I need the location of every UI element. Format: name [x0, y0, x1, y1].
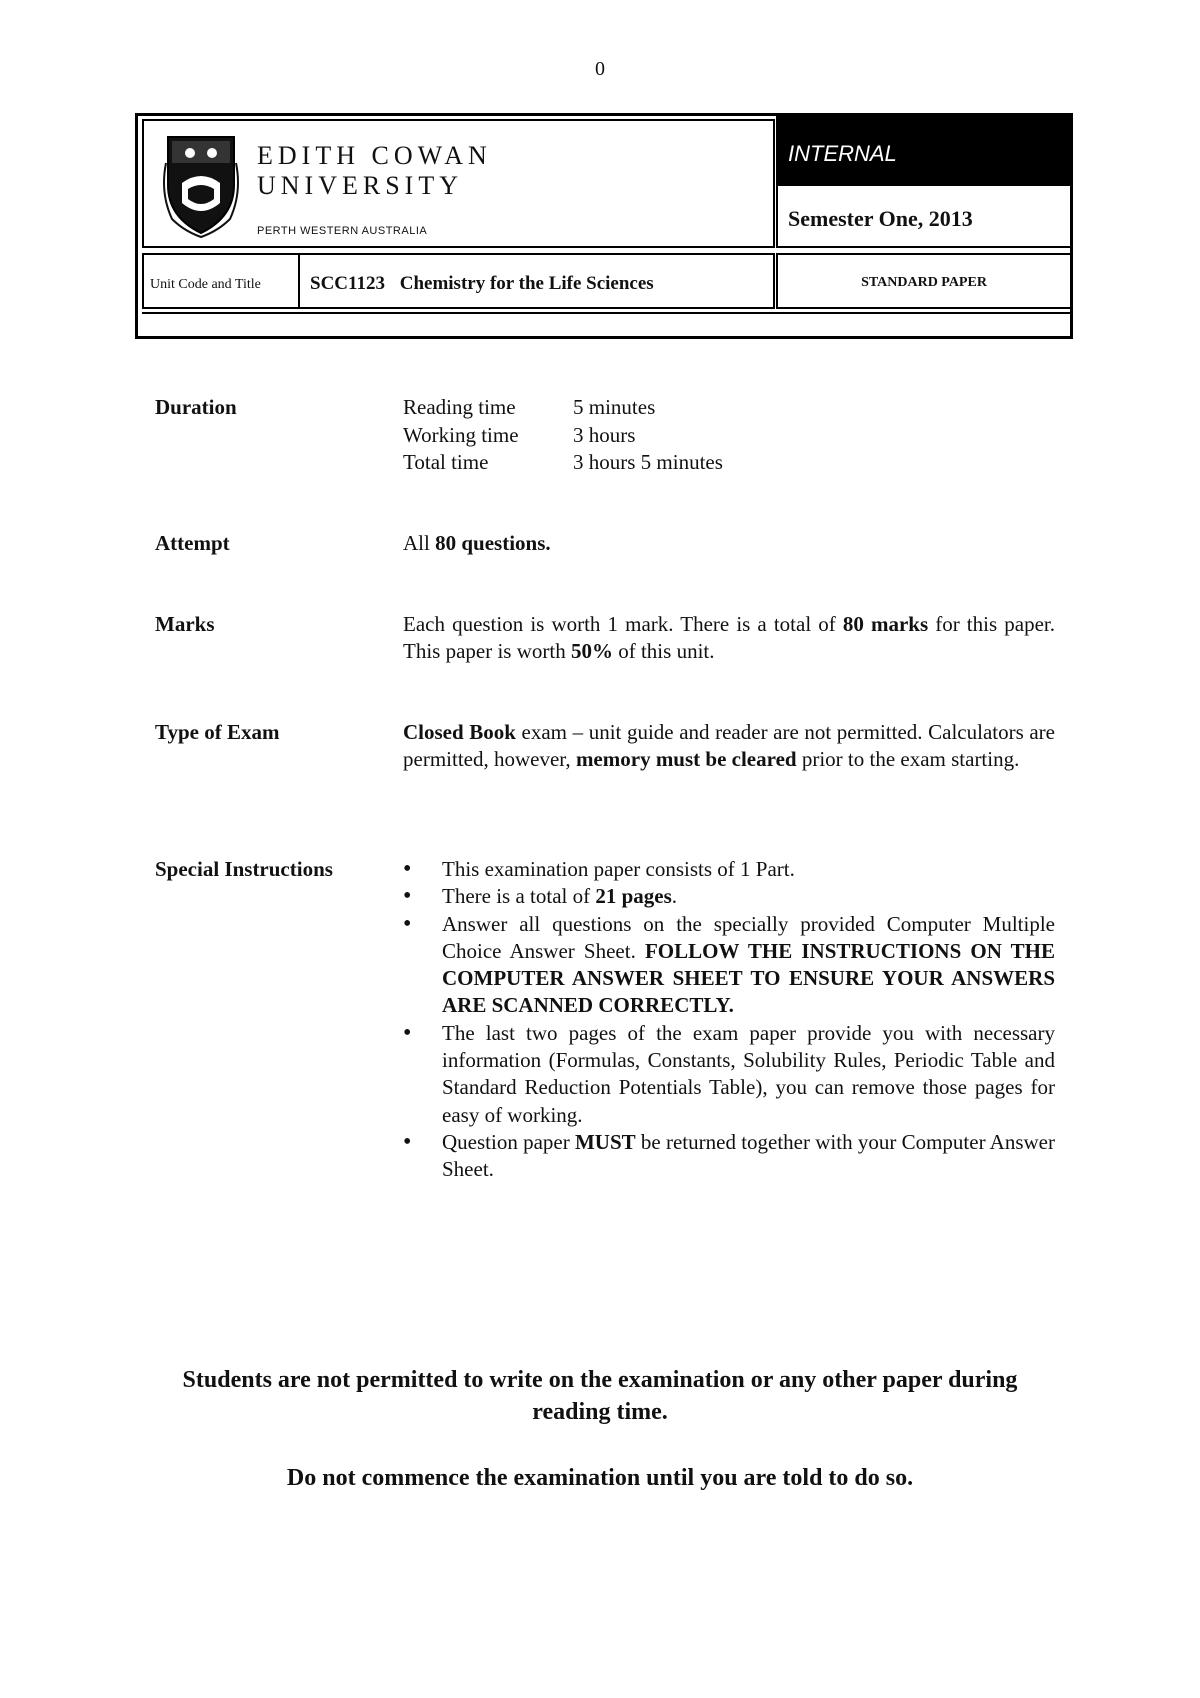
- attempt-label: Attempt: [155, 531, 230, 555]
- header-blank-row: [142, 312, 1070, 336]
- attempt-value: All 80 questions.: [403, 531, 551, 555]
- paper-type: STANDARD PAPER: [776, 253, 1070, 309]
- page-number: 0: [595, 58, 605, 80]
- exam-type-value: Closed Book exam – unit guide and reader are not permitted. Calculators are permitted, however, memory must be cleared prior to the exam starting.: [403, 720, 1055, 771]
- list-item: • Answer all questions on the specially provided Computer Multiple Choice Answer Sheet. FOLLOW THE INSTRUCTIONS ON THE COMPUTER ANSWER SHEET TO ENSURE YOUR ANSWERS ARE SCANNED CORRECTLY.: [403, 911, 1055, 1020]
- university-logo-cell: [142, 119, 775, 248]
- marks-value: Each question is worth 1 mark. There is a total of 80 marks for this paper. This paper is worth 50% of this unit.: [403, 612, 1055, 663]
- exam-type-label: Type of Exam: [155, 720, 280, 744]
- duration-table: [403, 394, 723, 477]
- university-name: EDITH COWAN UNIVERSITY: [257, 141, 492, 200]
- university-location: PERTH WESTERN AUSTRALIA: [257, 225, 428, 237]
- semester: Semester One, 2013: [776, 184, 1070, 248]
- reading-time-notice: Students are not permitted to write on the examination or any other paper during reading time.: [182, 1367, 1018, 1425]
- unit-label: Unit Code and Title: [142, 253, 298, 309]
- duration-row: Working time 3 hours: [403, 422, 636, 447]
- unit-code-title: [298, 253, 775, 309]
- unit-code: SCC1123: [310, 273, 385, 294]
- list-item: • There is a total of 21 pages.: [403, 883, 1055, 910]
- special-instructions-label: Special Instructions: [155, 857, 333, 881]
- duration-row: Reading time 5 minutes: [403, 395, 656, 419]
- duration-label: Duration: [155, 395, 237, 419]
- exam-header: [135, 113, 1073, 339]
- unit-title: Chemistry for the Life Sciences: [399, 273, 654, 294]
- commence-notice: Do not commence the examination until you are told to do so.: [286, 1465, 914, 1491]
- exam-mode: INTERNAL: [776, 116, 1070, 184]
- university-crest-icon: [162, 133, 240, 239]
- duration-row: Total time 3 hours 5 minutes: [403, 450, 723, 474]
- marks-label: Marks: [155, 612, 215, 636]
- list-item: • This examination paper consists of 1 Part.: [403, 856, 1055, 883]
- instructions-list: [403, 856, 1055, 1184]
- list-item: • Question paper MUST be returned together with your Computer Answer Sheet.: [403, 1129, 1055, 1184]
- list-item: • The last two pages of the exam paper provide you with necessary information (Formulas, Constants, Solubility Rules, Periodic Table and Standard Reduction Potentials Table), you can remove those pages for easy of working.: [403, 1020, 1055, 1129]
